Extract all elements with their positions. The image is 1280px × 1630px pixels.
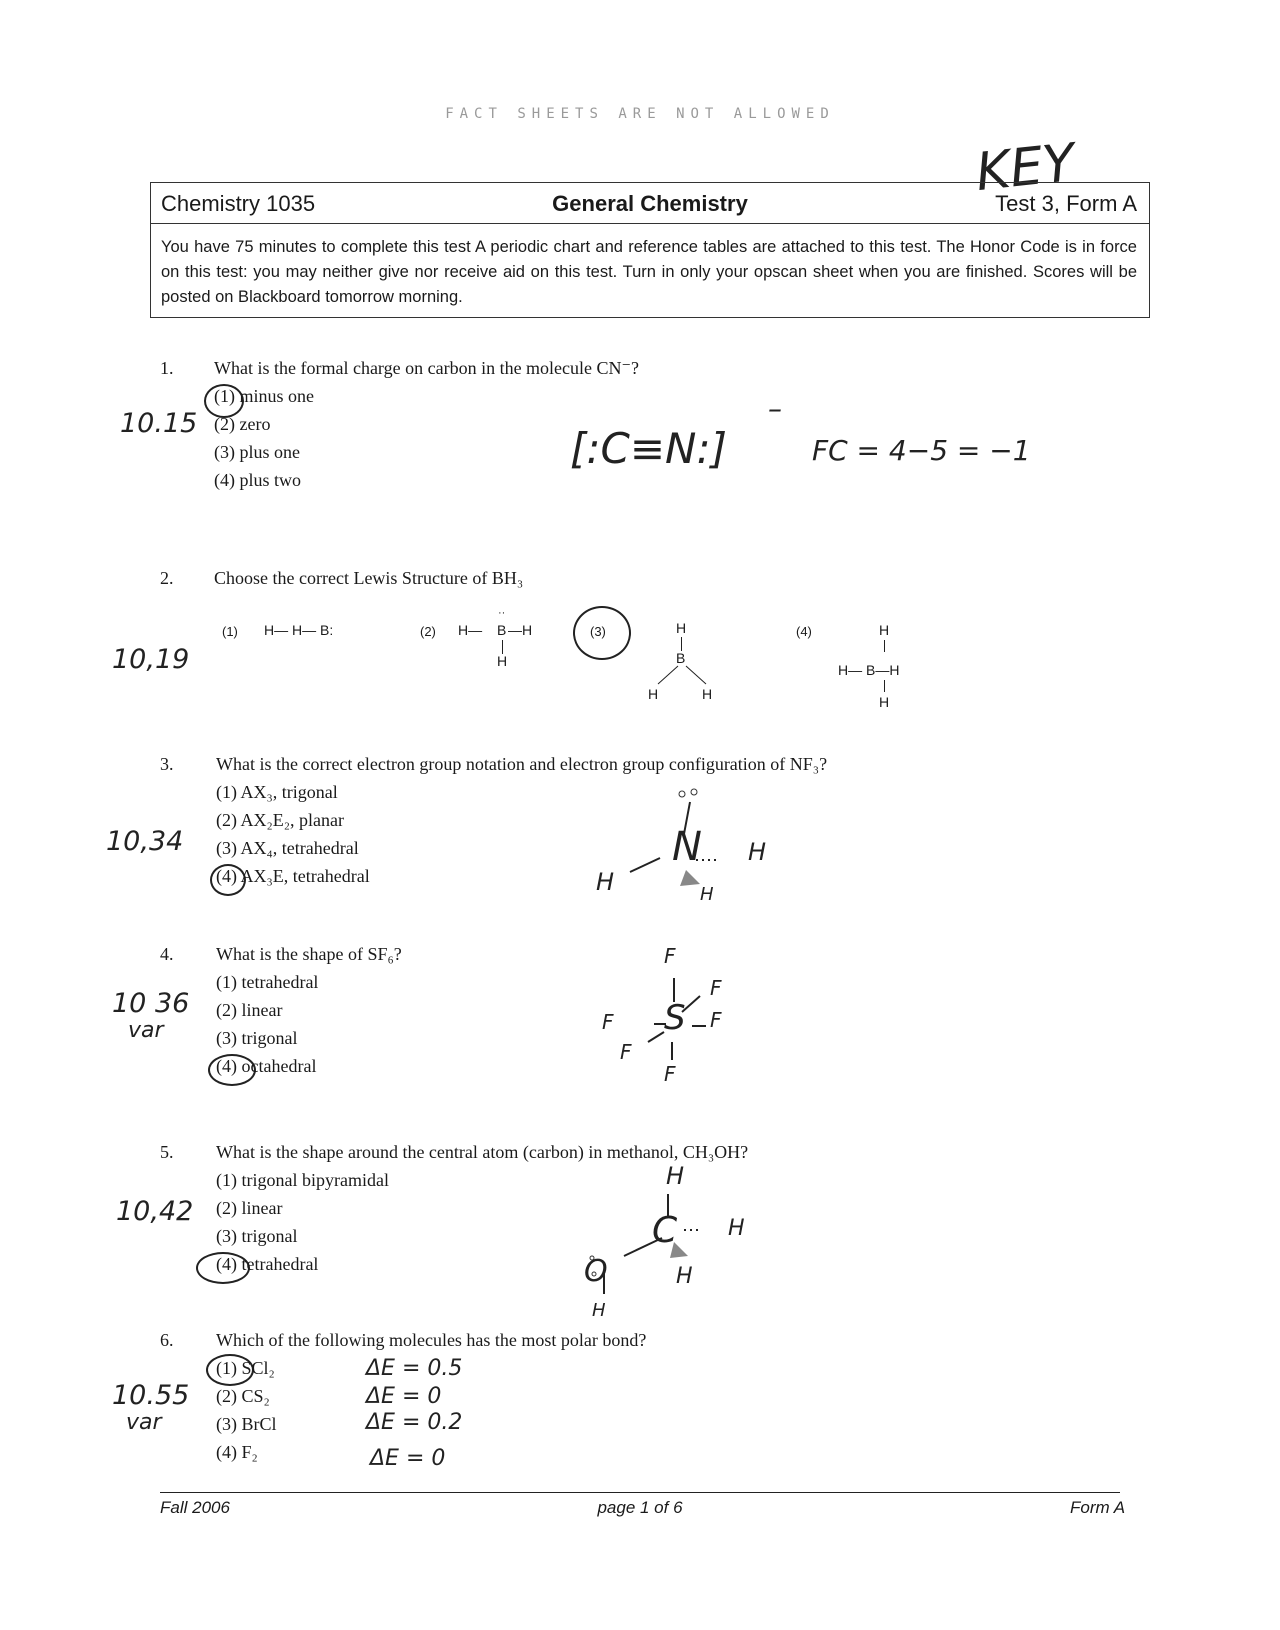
option-label-2: (2) (420, 624, 436, 639)
atom-bottom: H (700, 884, 714, 905)
option-3: (3) AX₄, tetrahedral (216, 838, 359, 858)
atom-right: H (728, 1216, 745, 1241)
question-text: What is the shape around the central atom (carbon) in methanol, CH₃OH? (216, 1142, 749, 1162)
hydroxyl-h: H (592, 1300, 606, 1321)
structure-2-below: H (497, 653, 508, 669)
option-4: (4) octahedral (216, 1056, 317, 1076)
question-number: 2. (160, 568, 174, 588)
formal-charge-work: FC = 4−5 = −1 (812, 434, 1031, 467)
handwritten-score: 10.15 (120, 408, 198, 439)
structure-2-right: —H (508, 622, 533, 638)
option-2: (2) CS₂ (216, 1386, 270, 1406)
question-text: What is the shape of SF₆? (216, 944, 402, 964)
key-annotation: KEY (973, 133, 1078, 203)
structure-3-bonds (650, 664, 714, 688)
fact-sheet-notice: FACT SHEETS ARE NOT ALLOWED (445, 106, 835, 122)
option-3: (3) trigonal (216, 1028, 298, 1048)
question-number: 5. (160, 1142, 174, 1162)
test-instructions: You have 75 minutes to complete this test A periodic chart and reference tables are attached to this test. The Honor Code is in force on this test: you may neither give nor receive aid on this test. Turn in only your opscan sheet when you are finished. Scores will be posted on Blackboard tomorrow morning. (161, 238, 1137, 306)
question-text: Which of the following molecules has the most polar bond? (216, 1330, 647, 1350)
structure-2-left: H— (458, 622, 483, 638)
structure-4-top: H (879, 622, 890, 638)
question-text: Choose the correct Lewis Structure of BH₃ (214, 568, 524, 588)
lewis-structure-work: [:C≡N:] (570, 424, 728, 473)
option-2: (2) zero (214, 414, 271, 434)
atom-upper-right: F (710, 976, 722, 1000)
electronegativity-diff-4: ΔE = 0 (370, 1446, 446, 1471)
atom-lower-left: F (620, 1040, 632, 1064)
structure-3-bond (681, 637, 682, 651)
electronegativity-diff-2: ΔE = 0 (366, 1384, 442, 1409)
option-2: (2) AX₂E₂, planar (216, 810, 345, 830)
atom-bottom: H (676, 1264, 693, 1289)
option-4: (4) AX₃E, tetrahedral (216, 866, 370, 886)
question-text: What is the formal charge on carbon in the molecule CN⁻? (214, 358, 640, 378)
header-title-row (151, 183, 1149, 224)
handwritten-score: 10,34 (106, 826, 184, 857)
test-form: Test 3, Form A (995, 191, 1137, 216)
structure-3-center: B (676, 650, 686, 666)
option-1: (1) trigonal bipyramidal (216, 1170, 389, 1190)
option-2: (2) linear (216, 1198, 283, 1218)
option-1: (1) tetrahedral (216, 972, 319, 992)
question-text: What is the correct electron group notation and electron group configuration of NF₃? (216, 754, 828, 774)
central-atom: N (672, 824, 702, 870)
footer-divider (160, 1492, 1120, 1493)
footer-form: Form A (1070, 1498, 1126, 1517)
option-label-4: (4) (796, 624, 812, 639)
atom-bottom: F (664, 1062, 676, 1086)
option-2: (2) linear (216, 1000, 283, 1020)
score-note: var (128, 1018, 164, 1043)
atom-left: F (602, 1010, 614, 1034)
option-4: (4) plus two (214, 470, 301, 490)
option-1: (1) SCl₂ (216, 1358, 275, 1378)
footer-term: Fall 2006 (160, 1498, 230, 1517)
structure-3-right: H (702, 686, 713, 702)
option-3: (3) BrCl (216, 1414, 277, 1434)
structure-2-bond (502, 640, 503, 654)
structure-4-bottom: H (879, 694, 890, 710)
question-number: 4. (160, 944, 174, 964)
footer-page-number: page 1 of 6 (597, 1498, 683, 1517)
score-note: var (126, 1410, 162, 1435)
structure-4-bond-top (884, 640, 885, 652)
charge-sign: – (768, 392, 782, 425)
structure-2-center: B (497, 622, 507, 638)
handwritten-score: 10,42 (116, 1196, 194, 1227)
atom-right: F (710, 1008, 722, 1032)
question-number: 6. (160, 1330, 174, 1350)
structure-2-dots: ·· (498, 607, 506, 619)
central-atom: C (652, 1210, 678, 1251)
option-3: (3) trigonal (216, 1226, 298, 1246)
structure-3-left: H (648, 686, 659, 702)
question-number: 3. (160, 754, 174, 774)
electronegativity-diff-3: ΔE = 0.2 (366, 1410, 463, 1435)
page-title: General Chemistry (552, 191, 748, 216)
structure-4-row: H— B—H (838, 662, 900, 678)
atom-top: F (664, 944, 676, 968)
option-3: (3) plus one (214, 442, 300, 462)
atom-right: H (748, 838, 767, 866)
structure-4-bond-bottom (884, 680, 885, 692)
course-name: Chemistry 1035 (161, 191, 316, 216)
electronegativity-diff-1: ΔE = 0.5 (366, 1356, 463, 1381)
oxygen-atom: O (584, 1254, 608, 1289)
option-4: (4) F₂ (216, 1442, 258, 1462)
test-header (150, 182, 1150, 318)
option-1: (1) minus one (214, 386, 314, 406)
central-atom: S (664, 998, 686, 1038)
atom-left: H (596, 868, 615, 896)
option-label-1: (1) (222, 624, 238, 639)
atom-top: H (666, 1162, 685, 1190)
option-4: (4) tetrahedral (216, 1254, 319, 1274)
structure-3-top: H (676, 620, 687, 636)
structure-1: H— H— B: (264, 622, 334, 638)
option-1: (1) AX₃, trigonal (216, 782, 338, 802)
handwritten-score: 10.55 (112, 1380, 190, 1411)
question-number: 1. (160, 358, 174, 378)
handwritten-score: 10 36 (112, 988, 190, 1019)
handwritten-score: 10,19 (112, 644, 190, 675)
option-label-3: (3) (590, 624, 606, 639)
